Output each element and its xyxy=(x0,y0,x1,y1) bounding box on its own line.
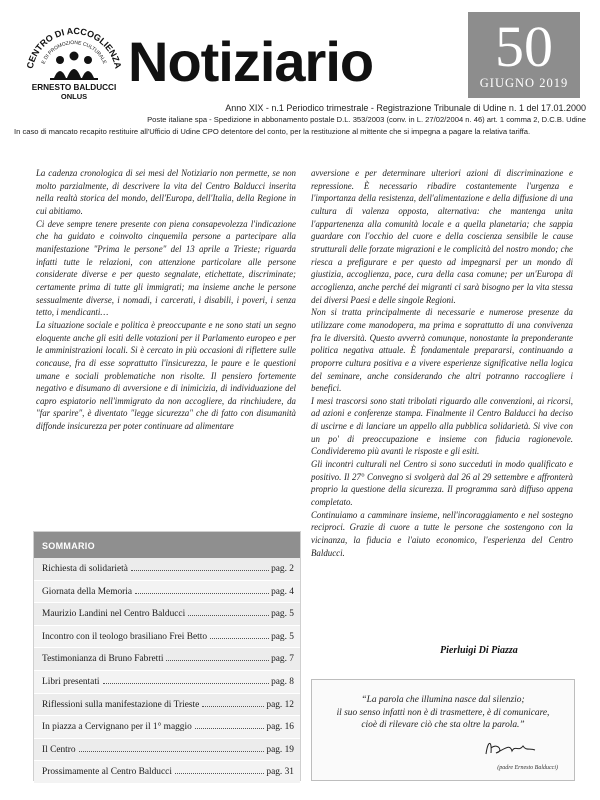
article-paragraph: Non si tratta principalmente di necessarie e numerose presenze da utilizzare come manodopera, ma prima e soprattutto di una convivenza fra le diversità. Questo avverrà comunque, nonostante la preponderante politica negativa attuale. È fondamentale prepararsi, continuando a proporre cultura positiva e a vivere esperienze significative nella logica del seminare, anche considerando che altri potranno raccogliere i benefici. xyxy=(311,307,573,394)
pub-line-registration: Anno XIX - n.1 Periodico trimestrale - Registrazione Tribunale di Udine n. 1 del 17.01.2000 xyxy=(225,103,586,113)
quote-line: “La parola che illumina nasce dal silenzio; xyxy=(361,695,525,705)
quote-text xyxy=(322,694,564,732)
svg-text:CENTRO DI ACCOGLIENZA xyxy=(25,26,124,70)
toc-item[interactable] xyxy=(34,558,300,581)
toc-item[interactable] xyxy=(34,581,300,604)
toc-item[interactable] xyxy=(34,648,300,671)
toc-item-page: pag. 5 xyxy=(271,609,294,620)
toc-item-page: pag. 19 xyxy=(266,744,294,755)
toc-leader xyxy=(131,570,269,571)
toc-item-title: Riflessioni sulla manifestazione di Trieste xyxy=(42,699,200,710)
toc-leader xyxy=(188,615,269,616)
quote-line: cioè di rilevare ciò che sta oltre la parola.” xyxy=(361,720,525,730)
article-paragraph: I mesi trascorsi sono stati tribolati riguardo alle convenzioni, ai ricorsi, ad azioni e conferenze stampa. Finalmente il Centro Balducci ha deciso di uscirne e di lanciare un appello alla pubblica solidarietà. Si vive con un po' di preoccupazione e insieme con fiducia ragionevole. Condivideremo più avanti le risposte e gli esiti. xyxy=(311,395,573,457)
logo-onlus-text: ONLUS xyxy=(60,92,88,101)
toc-list xyxy=(34,558,300,784)
toc-item[interactable] xyxy=(34,716,300,739)
article-paragraph: Ci deve sempre tenere presente con piena consapevolezza l'indicazione che ha guidato e coinvolto cinquemila persone a partecipare alla manifestazione "Prima le persone" del 13 aprile a Trieste; riguarda infatti tutte le relazioni, con attenzione particolare alle persone considerate diverse e per questo segnalate, etichettate, discriminate; certamente prima di tutte gli immigrati; ma insieme anche le persone sessualmente diverse, i nomadi, i carcerati, i disabili, i poveri, i senza tetto, i mendicanti… xyxy=(36,218,296,318)
centro-balducci-logo xyxy=(14,16,134,106)
article-column-left xyxy=(36,167,296,433)
quote-credit: (padre Ernesto Balducci) xyxy=(497,765,558,771)
handwritten-signature-icon xyxy=(482,736,538,758)
toc-item-page: pag. 2 xyxy=(271,564,294,574)
toc-item[interactable] xyxy=(34,671,300,694)
issue-box xyxy=(468,12,580,98)
toc-item-page: pag. 12 xyxy=(266,699,294,710)
toc-item-title: Libri presentati xyxy=(42,676,100,687)
toc-item-title: Incontro con il teologo brasiliano Frei Betto xyxy=(42,631,208,642)
toc-leader xyxy=(79,751,265,752)
toc-leader xyxy=(210,638,269,639)
toc-item-title: Giornata della Memoria xyxy=(42,586,133,597)
toc-leader xyxy=(195,728,265,729)
toc-item[interactable] xyxy=(34,694,300,717)
toc-item-page: pag. 8 xyxy=(271,676,294,687)
article-paragraph: La situazione sociale e politica è preoccupante e ne sono stati un segno eloquente anche gli esiti delle votazioni per il Parlamento europeo e per le amministrazioni locali. Si è cercato in più occasioni di riflettere sulle concause, fra di esse soprattutto l'insicurezza, le paure e le questioni umane e sociali problematiche non risolte. Il pensiero fortemente negativo e disumano di avversione e di inimicizia, di individuazione del capro espiatorio nell'immigrato da non accogliere, da rinchiudere, da "far sparire", è diventato "legge sicurezza" che di fatto con disumanità diffonde insicurezza per poter continuare ad alimentare xyxy=(36,319,296,432)
toc-item[interactable] xyxy=(34,739,300,762)
toc-item-title: Prossimamente al Centro Balducci xyxy=(42,767,172,778)
article-paragraph: avversione e per determinare ulteriori azioni di discriminazione e repressione. È necessario ribadire costantemente l'urgenza e l'importanza della resistenza, dell'alimentazione e della diffusione di una cultura di valenza opposta, alternativa: che mantenga unita l'appartenenza alla comunità locale e a quella planetaria; che sappia guardare con l'occhio del cuore e della coscienza sensibile le cause strutturali delle forzate migrazioni e le complicità del nostro mondo; che riesca a prefigurare e per questo ad impegnarsi per un mondo di giustizia, accoglienza, pace, cura della casa comune; per un'Europa di accoglienza, anche perché dei migranti ci sarà bisogno per la vita stessa dei diversi Paesi e delle singole Regioni. xyxy=(311,168,573,305)
toc-leader xyxy=(175,773,264,774)
article-paragraph: Gli incontri culturali nel Centro si sono succeduti in modo qualificato e positivo. Il 27° Convegno si svolgerà dal 26 al 29 settembre e affronterà proprio la questione della sicurezza. Il programma sarà diffuso appena completato. xyxy=(311,459,573,508)
toc-item-title: Maurizio Landini nel Centro Balducci xyxy=(42,609,186,620)
toc-item-title: Richiesta di solidarietà xyxy=(42,564,128,574)
toc-item-page: pag. 5 xyxy=(271,631,294,642)
logo-arc-subtext: E DI PROMOZIONE CULTURALE xyxy=(40,39,108,66)
article-author: Pierluigi Di Piazza xyxy=(440,645,518,656)
masthead-title: Notiziario xyxy=(128,30,374,93)
quote-line: il suo senso infatti non è di trasmettere, è di comunicare, xyxy=(336,707,550,718)
toc-heading: SOMMARIO xyxy=(34,532,300,558)
toc-item-page: pag. 31 xyxy=(266,767,294,778)
toc-item[interactable] xyxy=(34,603,300,626)
article-paragraph: La cadenza cronologica di sei mesi del Notiziario non permette, se non molto parzialmente, di descrivere la vita del Centro Balducci inserita nella realtà storica del mondo, dell'Europa, dell'Italia, della Regione in cui abitiamo. xyxy=(36,168,296,216)
issue-date: GIUGNO 2019 xyxy=(479,76,569,90)
quote-box xyxy=(311,679,575,781)
logo-name-text: ERNESTO BALDUCCI xyxy=(31,83,117,92)
toc-item-page: pag. 16 xyxy=(266,722,294,733)
toc-item[interactable] xyxy=(34,761,300,784)
toc-item[interactable] xyxy=(34,626,300,649)
toc-item-title: In piazza a Cervignano per il 1° maggio xyxy=(42,722,192,733)
table-of-contents xyxy=(33,531,301,781)
toc-item-title: Testimonianza di Bruno Fabretti xyxy=(42,654,164,665)
toc-leader xyxy=(135,593,269,594)
logo-arc-text: CENTRO DI ACCOGLIENZA xyxy=(24,25,124,70)
toc-item-title: Il Centro xyxy=(42,744,76,755)
issue-number: 50 xyxy=(495,14,553,79)
article-column-right xyxy=(311,167,573,559)
toc-item-page: pag. 4 xyxy=(271,586,294,597)
publication-info xyxy=(14,102,586,138)
toc-leader xyxy=(103,683,270,684)
signature-text: E. Balducci xyxy=(482,736,487,737)
logo-emblem-icon xyxy=(14,16,134,106)
pub-line-postal: Poste italiane spa - Spedizione in abbonamento postale D.L. 353/2003 (conv. in L. 27/02/2004 n. 46) art. 1 comma 2, D.C.B. Udine xyxy=(147,115,586,124)
toc-leader xyxy=(166,660,269,661)
article-paragraph: Continuiamo a camminare insieme, nell'incoraggiamento e nel sostegno reciproci. Grazie di cuore a tutte le persone che sostengono con la vicinanza, la fiducia e l'aiuto economico, l'esperienza del Centro Balducci. xyxy=(311,509,573,558)
toc-leader xyxy=(202,706,264,707)
pub-line-return: In caso di mancato recapito restituire all'Ufficio di Udine CPO detentore del conto, per la restituzione al mittente che si impegna a pagare la relativa tariffa. xyxy=(14,127,531,136)
toc-item-page: pag. 7 xyxy=(271,654,294,665)
